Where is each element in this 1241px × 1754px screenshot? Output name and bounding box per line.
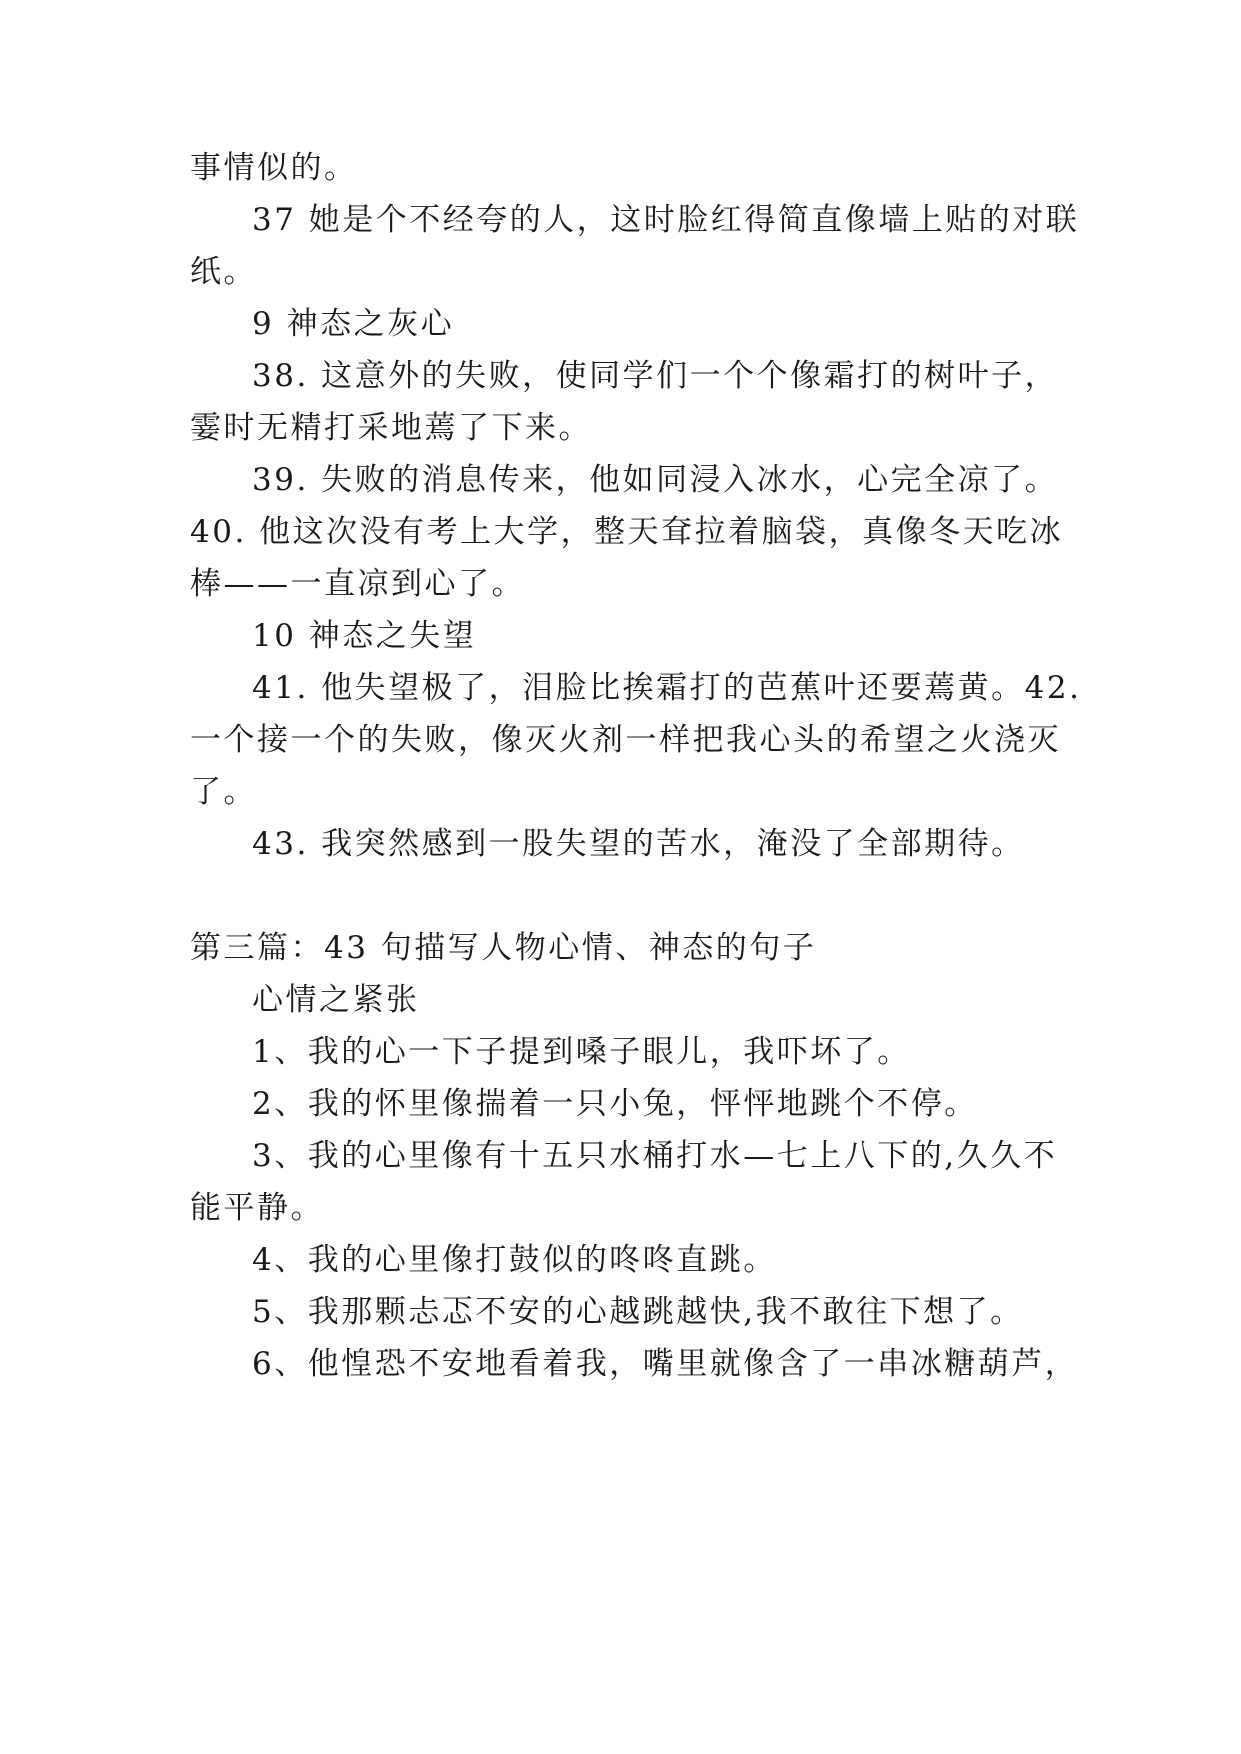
text-line: 40. 他这次没有考上大学，整天耷拉着脑袋，真像冬天吃冰 xyxy=(190,514,1064,550)
text-line: 了。 xyxy=(190,774,257,810)
text-line: 37 她是个不经夸的人，这时脸红得简直像墙上贴的对联 xyxy=(252,202,1080,238)
section-heading: 心情之紧张 xyxy=(252,982,420,1018)
text-line: 41. 他失望极了，泪脸比挨霜打的芭蕉叶还要蔫黄。42. xyxy=(252,670,1082,706)
text-line: 5、我那颗忐忑不安的心越跳越快,我不敢往下想了。 xyxy=(252,1294,1024,1330)
text-line: 霎时无精打采地蔫了下来。 xyxy=(190,410,592,446)
text-line: 2、我的怀里像揣着一只小兔，怦怦地跳个不停。 xyxy=(252,1086,978,1122)
text-line: 38. 这意外的失败，使同学们一个个像霜打的树叶子， xyxy=(252,358,1059,394)
text-line: 43. 我突然感到一股失望的苦水，淹没了全部期待。 xyxy=(252,826,1025,862)
text-line: 6、他惶恐不安地看着我，嘴里就像含了一串冰糖葫芦， xyxy=(252,1346,1079,1382)
text-line: 一个接一个的失败，像灭火剂一样把我心头的希望之火浇灭 xyxy=(190,722,1061,758)
section-heading: 9 神态之灰心 xyxy=(252,306,455,342)
text-line: 3、我的心里像有十五只水桶打水—七上八下的,久久不 xyxy=(252,1138,1058,1174)
text-line: 能平静。 xyxy=(190,1190,324,1226)
text-line: 39. 失败的消息传来，他如同浸入冰水，心完全凉了。 xyxy=(252,462,1059,498)
text-line: 4、我的心里像打鼓似的咚咚直跳。 xyxy=(252,1242,777,1278)
text-line: 纸。 xyxy=(190,254,257,290)
text-line: 棒——一直凉到心了。 xyxy=(190,566,525,602)
chapter-title: 第三篇：43 句描写人物心情、神态的句子 xyxy=(190,930,817,966)
section-heading: 10 神态之失望 xyxy=(252,618,477,654)
text-line: 1、我的心一下子提到嗓子眼儿，我吓坏了。 xyxy=(252,1034,911,1070)
text-line: 事情似的。 xyxy=(190,150,358,186)
